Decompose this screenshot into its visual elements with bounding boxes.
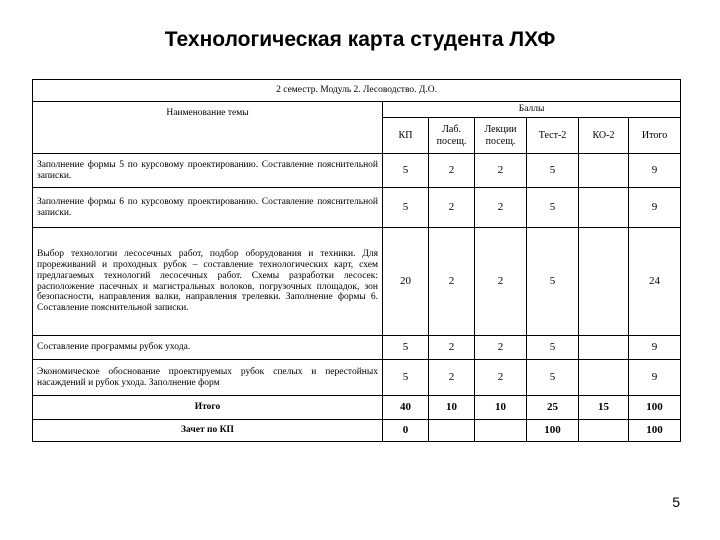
- cell-value: 9: [629, 154, 681, 188]
- tech-card-table: [32, 79, 681, 442]
- cell-value: 5: [527, 188, 579, 228]
- col-header-total: Итого: [629, 118, 681, 154]
- cell-value: 10: [429, 396, 475, 420]
- cell-value: 100: [527, 420, 579, 442]
- page-number: 5: [672, 494, 680, 510]
- cell-value: 2: [475, 228, 527, 336]
- table-row: [33, 360, 681, 396]
- topic-name: Заполнение формы 6 по курсовому проектированию. Составление пояснительной записки.: [33, 188, 383, 228]
- cell-value: 100: [629, 396, 681, 420]
- total-label: Итого: [33, 396, 383, 420]
- table-row: [33, 154, 681, 188]
- cell-value: 2: [429, 360, 475, 396]
- points-header: Баллы: [383, 102, 681, 118]
- cell-value: [579, 420, 629, 442]
- cell-value: 5: [383, 188, 429, 228]
- cell-value: 5: [383, 360, 429, 396]
- cell-value: 2: [429, 154, 475, 188]
- cell-value: [579, 154, 629, 188]
- cell-value: 24: [629, 228, 681, 336]
- col-header-test: Тест-2: [527, 118, 579, 154]
- topic-name: Выбор технологии лесосечных работ, подбор оборудования и техники. Для прореживаний и проходных рубок – составление технологических карт, схем предлагаемых технологий лесосечных работ. Схемы разработки лесосек: расположение пасечных и магистральных волоков, погрузочных площадок, зон безопасности, направления валки, направления трелевки. Заполнение формы 6. Составление пояснительной записки.: [33, 228, 383, 336]
- table-caption: 2 семестр. Модуль 2. Лесоводство. Д.О.: [33, 80, 681, 102]
- cell-value: [579, 336, 629, 360]
- col-header-lab: Лаб. посещ.: [429, 118, 475, 154]
- cell-value: 9: [629, 360, 681, 396]
- cell-value: 2: [429, 336, 475, 360]
- topic-name: Заполнение формы 5 по курсовому проектированию. Составление пояснительной записки.: [33, 154, 383, 188]
- cell-value: 20: [383, 228, 429, 336]
- cell-value: 2: [475, 188, 527, 228]
- cell-value: 5: [527, 336, 579, 360]
- cell-value: 25: [527, 396, 579, 420]
- cell-value: [475, 420, 527, 442]
- cell-value: [579, 188, 629, 228]
- cell-value: 2: [429, 228, 475, 336]
- cell-value: 2: [475, 360, 527, 396]
- cell-value: 9: [629, 336, 681, 360]
- cell-value: 40: [383, 396, 429, 420]
- topic-name: Экономическое обоснование проектируемых рубок спелых и перестойных насаждений и рубок ухода. Заполнение форм: [33, 360, 383, 396]
- credit-row: [33, 420, 681, 442]
- cell-value: 5: [527, 154, 579, 188]
- table-row: [33, 336, 681, 360]
- cell-value: 2: [429, 188, 475, 228]
- cell-value: 2: [475, 154, 527, 188]
- cell-value: 5: [383, 336, 429, 360]
- cell-value: 10: [475, 396, 527, 420]
- cell-value: 2: [475, 336, 527, 360]
- cell-value: 0: [383, 420, 429, 442]
- table-row: [33, 228, 681, 336]
- page-title: Технологическая карта студента ЛХФ: [164, 28, 556, 51]
- cell-value: 15: [579, 396, 629, 420]
- cell-value: 9: [629, 188, 681, 228]
- cell-value: 100: [629, 420, 681, 442]
- col-header-ko: КО-2: [579, 118, 629, 154]
- table-row: [33, 188, 681, 228]
- col-header-lectures: Лекции посещ.: [475, 118, 527, 154]
- cell-value: [429, 420, 475, 442]
- cell-value: [579, 228, 629, 336]
- topic-name: Составление программы рубок ухода.: [33, 336, 383, 360]
- col-header-kp: КП: [383, 118, 429, 154]
- cell-value: 5: [527, 360, 579, 396]
- cell-value: 5: [527, 228, 579, 336]
- credit-label: Зачет по КП: [33, 420, 383, 442]
- total-row: [33, 396, 681, 420]
- name-column-header: Наименование темы: [33, 102, 383, 154]
- cell-value: [579, 360, 629, 396]
- cell-value: 5: [383, 154, 429, 188]
